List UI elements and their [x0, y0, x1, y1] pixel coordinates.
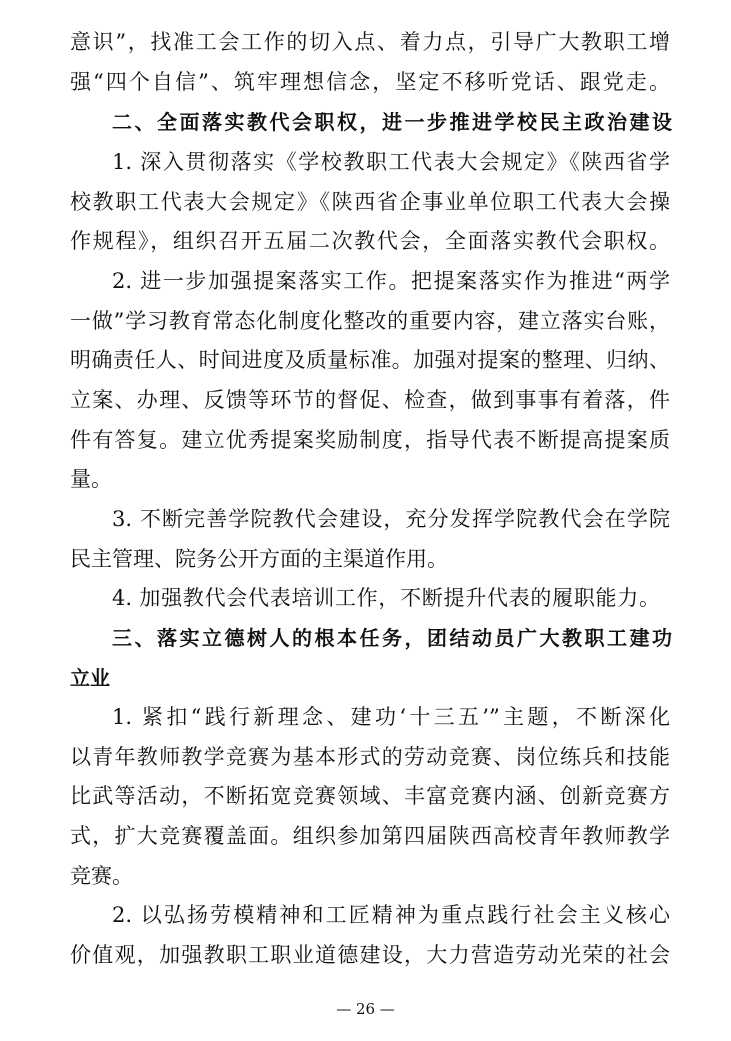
body-line: 以青年教师教学竞赛为基本形式的劳动竞赛、岗位练兵和技能 — [70, 745, 670, 769]
body-line: 强“四个自信”、筑牢理想信念，坚定不移听党话、跟党走。 — [70, 70, 670, 94]
body-line: 2. 以弘扬劳模精神和工匠精神为重点践行社会主义核心 — [112, 903, 670, 927]
body-line: 量。 — [70, 467, 112, 491]
body-line: 明确责任人、时间进度及质量标准。加强对提案的整理、归纳、 — [70, 348, 670, 372]
body-line: 意识”，找准工会工作的切入点、着力点，引导广大教职工增 — [70, 30, 670, 54]
body-line: 价值观，加强教职工职业道德建设，大力营造劳动光荣的社会 — [70, 943, 670, 967]
body-line: 校教职工代表大会规定》《陕西省企事业单位职工代表大会操 — [70, 190, 670, 214]
body-line: 作规程》，组织召开五届二次教代会，全面落实教代会职权。 — [70, 229, 670, 253]
body-line: 1. 深入贯彻落实《学校教职工代表大会规定》《陕西省学 — [112, 150, 670, 174]
body-line: 件有答复。建立优秀提案奖励制度，指导代表不断提高提案质 — [70, 428, 670, 452]
body-line: 1. 紧扣“践行新理念、建功‘十三五’”主题，不断深化 — [112, 705, 670, 729]
body-line: 3. 不断完善学院教代会建设，充分发挥学院教代会在学院 — [112, 507, 670, 531]
section-heading-2: 二、全面落实教代会职权，进一步推进学校民主政治建设 — [112, 110, 672, 134]
body-line: 2. 进一步加强提案落实工作。把提案落实作为推进“两学 — [112, 269, 670, 293]
body-line: 式，扩大竞赛覆盖面。组织参加第四届陕西高校青年教师教学 — [70, 824, 670, 848]
body-line: 民主管理、院务公开方面的主渠道作用。 — [70, 547, 448, 571]
body-line: 立案、办理、反馈等环节的督促、检查，做到事事有着落，件 — [70, 388, 670, 412]
body-line: 4. 加强教代会代表培训工作，不断提升代表的履职能力。 — [112, 586, 660, 610]
body-line: 比武等活动，不断拓宽竞赛领域、丰富竞赛内涵、创新竞赛方 — [70, 784, 670, 808]
body-line: 竞赛。 — [70, 864, 133, 888]
page-number: — 26 — — [336, 1000, 395, 1018]
section-heading-3: 三、落实立德树人的根本任务，团结动员广大教职工建功 — [112, 626, 672, 650]
section-heading-3-cont: 立业 — [70, 666, 110, 690]
body-line: 一做”学习教育常态化制度化整改的重要内容，建立落实台账， — [70, 309, 670, 333]
